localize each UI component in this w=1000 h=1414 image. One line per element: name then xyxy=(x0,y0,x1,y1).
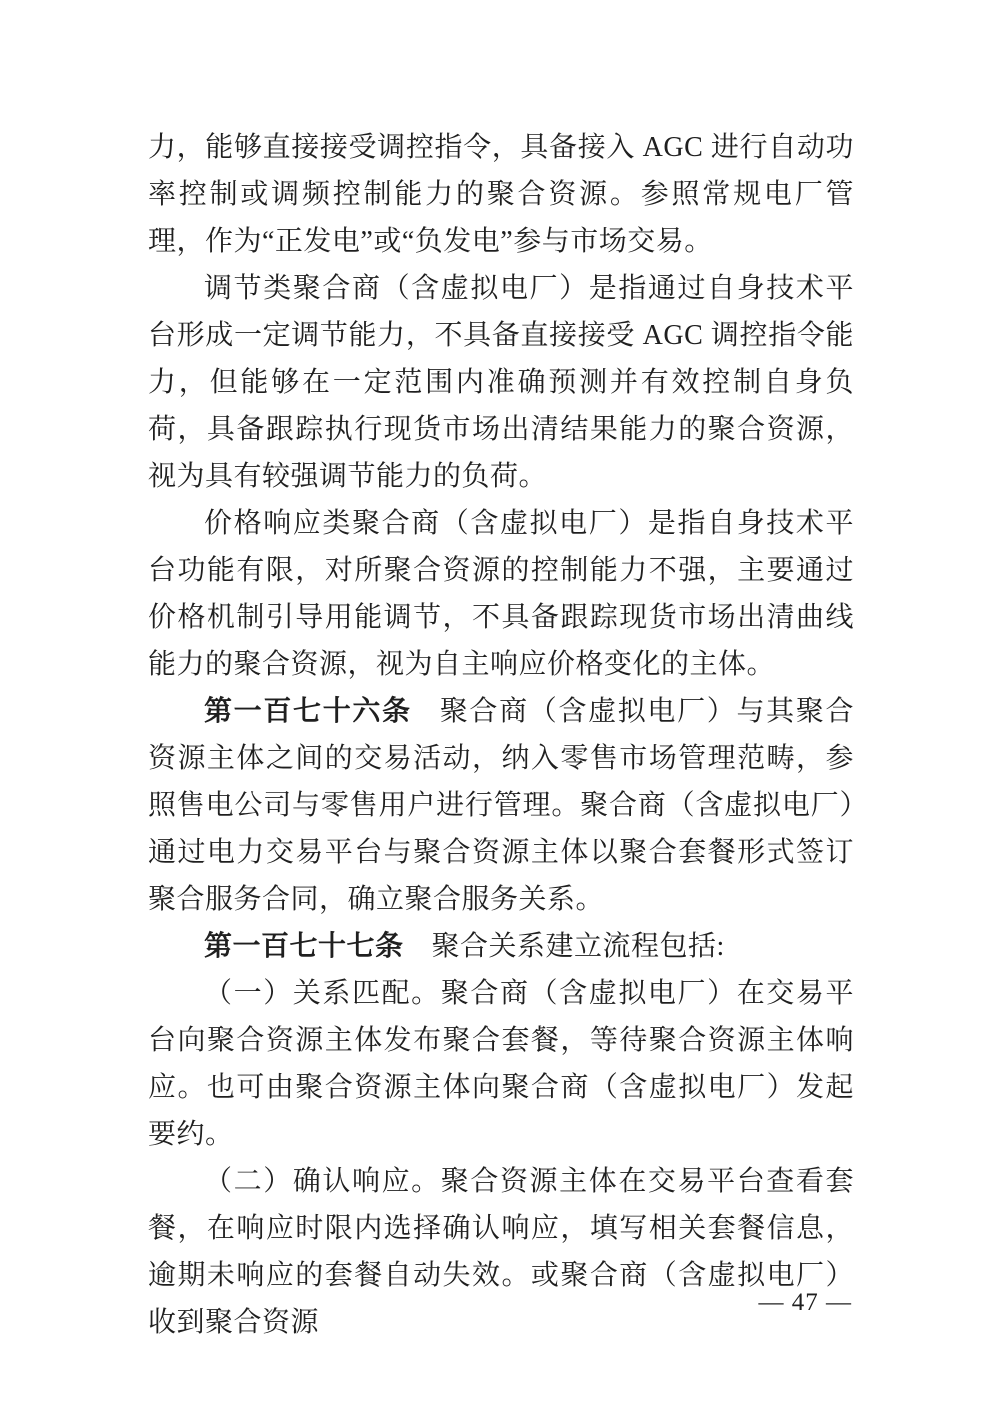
paragraph-5-text: 聚合关系建立流程包括: xyxy=(431,931,725,962)
document-body xyxy=(148,124,854,1346)
article-number-176: 第一百七十六条 xyxy=(204,696,412,727)
paragraph-4 xyxy=(148,688,854,923)
paragraph-4-text: 聚合商（含虚拟电厂）与其聚合资源主体之间的交易活动，纳入零售市场管理范畴，参照售电公司与零售用户进行管理。聚合商（含虚拟电厂）通过电力交易平台与聚合资源主体以聚合套餐形式签订聚合服务合同，确立聚合服务关系。 xyxy=(148,696,854,915)
paragraph-7-text: （二）确认响应。聚合资源主体在交易平台查看套餐，在响应时限内选择确认响应，填写相关套餐信息，逾期未响应的套餐自动失效。或聚合商（含虚拟电厂）收到聚合资源 xyxy=(148,1166,854,1338)
page-footer xyxy=(759,1288,853,1318)
article-number-177: 第一百七十七条 xyxy=(204,931,404,962)
paragraph-6-text: （一）关系匹配。聚合商（含虚拟电厂）在交易平台向聚合资源主体发布聚合套餐，等待聚合资源主体响应。也可由聚合资源主体向聚合商（含虚拟电厂）发起要约。 xyxy=(148,978,854,1150)
paragraph-3 xyxy=(148,500,854,688)
paragraph-5 xyxy=(148,923,854,970)
paragraph-6 xyxy=(148,970,854,1158)
paragraph-2-text: 调节类聚合商（含虚拟电厂）是指通过自身技术平台形成一定调节能力，不具备直接接受 AGC 调控指令能力，但能够在一定范围内准确预测并有效控制自身负荷，具备跟踪执行现货市场出清结果能力的聚合资源，视为具有较强调节能力的负荷。 xyxy=(148,273,854,492)
page-number: — 47 — xyxy=(758,1289,852,1316)
paragraph-1 xyxy=(148,124,854,265)
paragraph-3-text: 价格响应类聚合商（含虚拟电厂）是指自身技术平台功能有限，对所聚合资源的控制能力不强，主要通过价格机制引导用能调节，不具备跟踪现货市场出清曲线能力的聚合资源，视为自主响应价格变化的主体。 xyxy=(148,508,854,680)
paragraph-7 xyxy=(148,1158,854,1346)
paragraph-2 xyxy=(148,265,854,500)
paragraph-1-text: 力，能够直接接受调控指令，具备接入 AGC 进行自动功率控制或调频控制能力的聚合资源。参照常规电厂管理，作为“正发电”或“负发电”参与市场交易。 xyxy=(148,132,854,257)
